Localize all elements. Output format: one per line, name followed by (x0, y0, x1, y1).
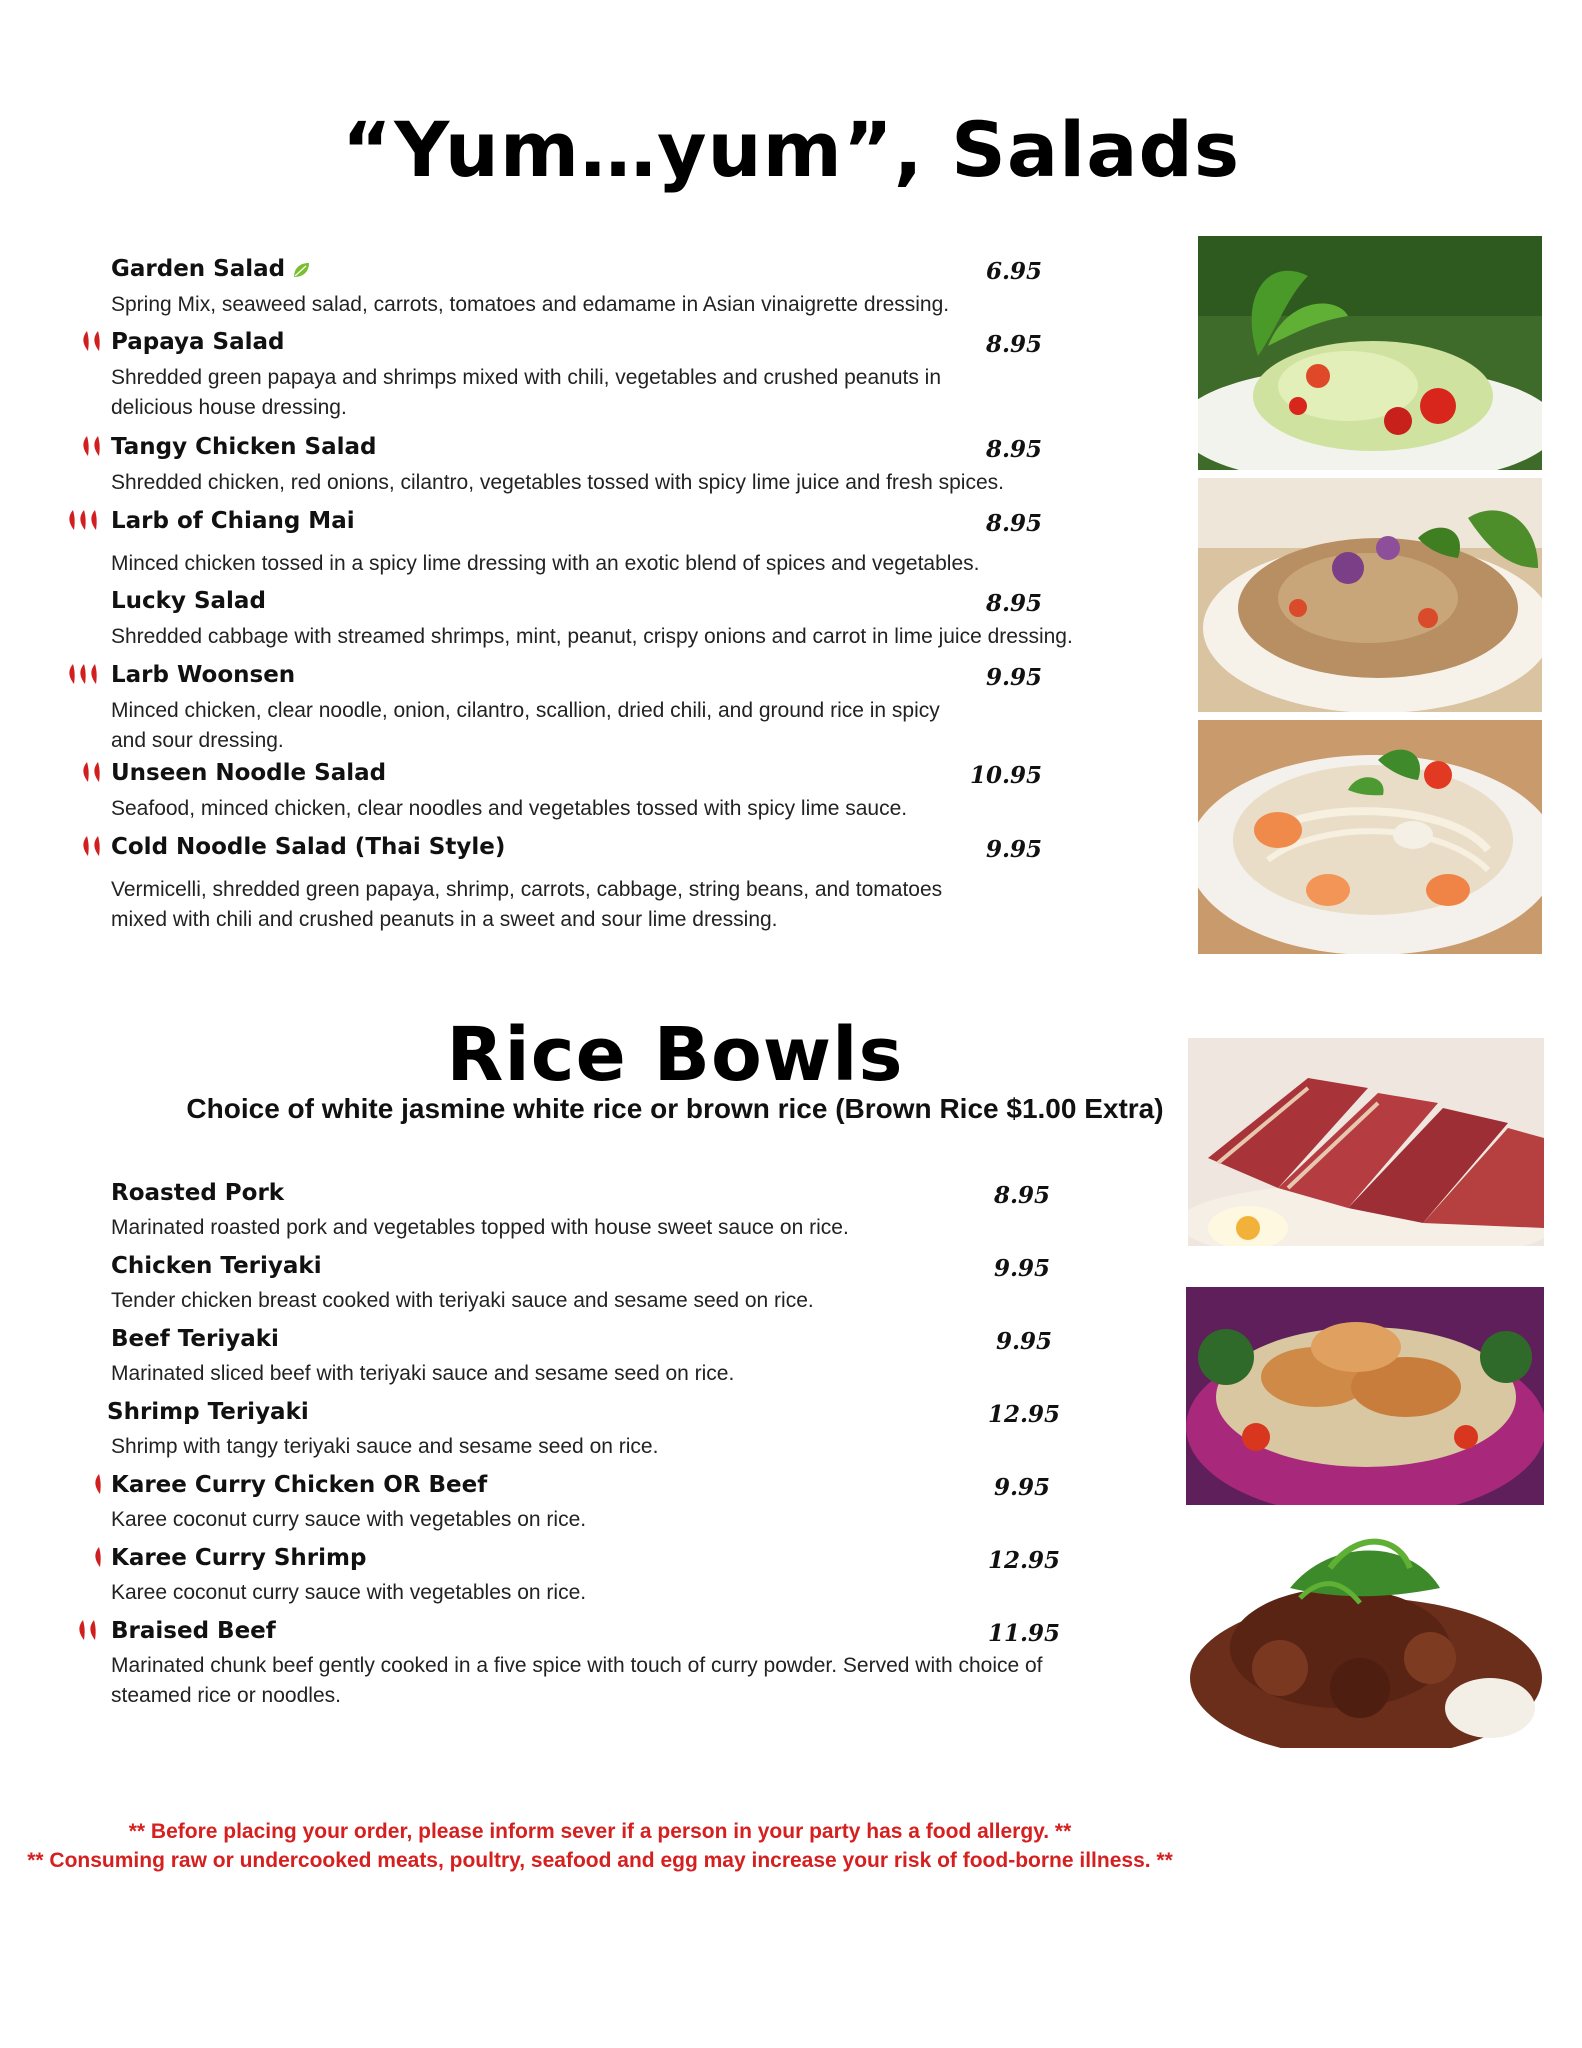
spice-level-2 (76, 1619, 97, 1641)
chili-pepper-icon (92, 1473, 102, 1495)
item-name: Roasted Pork (111, 1180, 285, 1206)
item-description: Marinated sliced beef with teriyaki sauce and sesame seed on rice. (111, 1362, 735, 1385)
chili-pepper-icon (80, 835, 90, 857)
chili-pepper-icon (77, 509, 87, 531)
item-price: 8.95 (985, 436, 1042, 463)
spice-level-3 (66, 509, 98, 531)
spice-level-1 (92, 1473, 102, 1495)
item-price: 8.95 (985, 331, 1042, 358)
leaf-icon (291, 260, 311, 280)
chili-pepper-icon (92, 1546, 102, 1568)
spice-level-3 (66, 663, 98, 685)
item-name: Chicken Teriyaki (111, 1253, 322, 1279)
item-name: Cold Noodle Salad (Thai Style) (111, 834, 506, 860)
item-name: Karee Curry Shrimp (111, 1545, 367, 1571)
item-description: Shredded cabbage with streamed shrimps, mint, peanut, crispy onions and carrot in lime juice dressing. (111, 625, 1073, 648)
allergy-warning: ** Before placing your order, please inform sever if a person in your party has a food allergy. ** (128, 1820, 1072, 1843)
item-name: Lucky Salad (111, 588, 266, 614)
spice-level-2 (80, 330, 101, 352)
item-description: Shredded green papaya and shrimps mixed with chili, vegetables and crushed peanuts in delicious house dressing. (111, 366, 942, 419)
item-name: Larb Woonsen (111, 662, 296, 688)
chili-pepper-icon (91, 435, 101, 457)
chili-pepper-icon (66, 509, 76, 531)
item-description: Shrimp with tangy teriyaki sauce and sesame seed on rice. (111, 1435, 659, 1458)
item-description: Vermicelli, shredded green papaya, shrimp, carrots, cabbage, string beans, and tomatoes mixed with chili and crushed peanuts in a sweet and sour lime dressing. (111, 878, 943, 931)
item-name: Papaya Salad (111, 329, 285, 355)
item-description: Marinated chunk beef gently cooked in a five spice with touch of curry powder. Served with choice of steamed rice or noodles. (111, 1654, 1043, 1707)
item-price: 8.95 (985, 510, 1042, 537)
item-name: Beef Teriyaki (111, 1326, 279, 1352)
item-price: 9.95 (985, 664, 1042, 691)
item-description: Shredded chicken, red onions, cilantro, vegetables tossed with spicy lime juice and fresh spices. (111, 471, 1004, 494)
chili-pepper-icon (77, 663, 87, 685)
chili-pepper-icon (88, 663, 98, 685)
item-description: Minced chicken tossed in a spicy lime dressing with an exotic blend of spices and vegetables. (111, 552, 980, 575)
item-price: 8.95 (985, 590, 1042, 617)
item-name: Braised Beef (111, 1618, 276, 1644)
item-name: Tangy Chicken Salad (111, 434, 377, 460)
noodle-salad-photo (1198, 720, 1542, 954)
spice-level-2 (80, 435, 101, 457)
salads-section-title: “Yum…yum”, Salads (341, 105, 1241, 194)
item-description: Minced chicken, clear noodle, onion, cilantro, scallion, dried chili, and ground rice in spicy and sour dressing. (111, 699, 940, 752)
chili-pepper-icon (80, 330, 90, 352)
chili-pepper-icon (91, 761, 101, 783)
item-price: 9.95 (985, 836, 1042, 863)
chili-pepper-icon (66, 663, 76, 685)
item-description: Tender chicken breast cooked with teriyaki sauce and sesame seed on rice. (111, 1289, 814, 1312)
item-name: Larb of Chiang Mai (111, 508, 355, 534)
rice-bowls-section-title: Rice Bowls (446, 1012, 904, 1098)
chili-pepper-icon (80, 761, 90, 783)
item-price: 9.95 (993, 1255, 1050, 1282)
food-safety-warning: ** Consuming raw or undercooked meats, poultry, seafood and egg may increase your risk of food-borne illness. ** (27, 1849, 1173, 1872)
spice-level-2 (80, 761, 101, 783)
item-price: 6.95 (985, 258, 1042, 285)
larb-salad-photo (1198, 478, 1542, 712)
item-description: Seafood, minced chicken, clear noodles and vegetables tossed with spicy lime sauce. (111, 797, 908, 820)
spice-level-1 (92, 1546, 102, 1568)
rice-bowls-subtitle: Choice of white jasmine white rice or brown rice (Brown Rice $1.00 Extra) (186, 1093, 1164, 1124)
item-price: 10.95 (969, 762, 1042, 789)
roasted-pork-photo (1188, 1038, 1544, 1246)
item-name: Shrimp Teriyaki (107, 1399, 309, 1425)
papaya-salad-photo (1198, 236, 1542, 470)
chili-pepper-icon (76, 1619, 86, 1641)
item-description: Marinated roasted pork and vegetables topped with house sweet sauce on rice. (111, 1216, 849, 1239)
item-price: 9.95 (993, 1474, 1050, 1501)
item-description: Karee coconut curry sauce with vegetables on rice. (111, 1581, 587, 1604)
item-description: Karee coconut curry sauce with vegetables on rice. (111, 1508, 587, 1531)
item-price: 11.95 (987, 1620, 1060, 1647)
item-price: 12.95 (987, 1401, 1060, 1428)
chili-pepper-icon (88, 509, 98, 531)
chili-pepper-icon (91, 330, 101, 352)
item-price: 9.95 (995, 1328, 1052, 1355)
chili-pepper-icon (91, 835, 101, 857)
item-description: Spring Mix, seaweed salad, carrots, tomatoes and edamame in Asian vinaigrette dressing. (111, 293, 950, 316)
item-name: Garden Salad (111, 256, 311, 282)
teriyaki-bowl-photo (1186, 1287, 1544, 1505)
chili-pepper-icon (80, 435, 90, 457)
braised-beef-photo (1190, 1518, 1542, 1748)
item-name: Unseen Noodle Salad (111, 760, 387, 786)
spice-level-2 (80, 835, 101, 857)
item-price: 8.95 (993, 1182, 1050, 1209)
item-price: 12.95 (987, 1547, 1060, 1574)
item-name: Karee Curry Chicken OR Beef (111, 1472, 488, 1498)
chili-pepper-icon (87, 1619, 97, 1641)
